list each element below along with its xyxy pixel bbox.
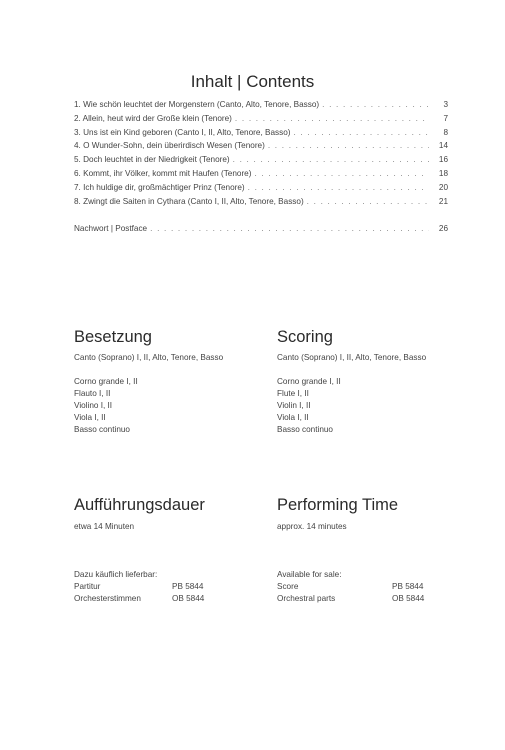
instrument-line: Flauto I, II (74, 389, 111, 398)
instrument-line: Corno grande I, II (74, 377, 138, 386)
sale-item-label: Orchesterstimmen (74, 594, 141, 603)
toc-leader-dots (248, 183, 429, 192)
sale-item (74, 581, 204, 593)
scoring-list (277, 352, 426, 436)
duration-text (277, 521, 347, 533)
toc-entry-page: 7 (443, 113, 448, 123)
toc-entry[interactable] (74, 100, 448, 114)
sale-item-code: OB 5844 (392, 594, 425, 603)
toc-entry[interactable] (74, 197, 448, 211)
duration-line: approx. 14 minutes (277, 522, 347, 531)
sale-item (74, 593, 204, 605)
toc-entry-page: 20 (438, 182, 448, 192)
instrument-line: Viola I, II (74, 413, 106, 422)
sale-intro (277, 569, 424, 581)
toc-entry[interactable] (74, 169, 448, 183)
toc-entry-page: 3 (443, 100, 448, 109)
scoring-heading: Scoring (277, 328, 333, 346)
toc-entry-page: 8 (443, 127, 448, 137)
toc-leader-dots (235, 114, 429, 123)
toc-entry-page: 14 (438, 141, 448, 151)
toc-entry[interactable] (74, 128, 448, 142)
toc-entry-page: 26 (438, 224, 448, 234)
toc-leader-dots (307, 197, 429, 206)
toc-entry[interactable] (74, 141, 448, 155)
toc-leader-dots (268, 141, 429, 150)
toc-entry[interactable] (74, 114, 448, 128)
voices-line: Canto (Soprano) I, II, Alto, Tenore, Basso (277, 353, 427, 362)
instrument-line: Viola I, II (277, 413, 309, 422)
toc-entry-title: 7. Ich huldige dir, großmächtiger Prinz (Tenore) (74, 182, 245, 192)
sale-intro-text: Available for sale: (277, 570, 342, 579)
sale-intro-text: Dazu käuflich lieferbar: (74, 570, 158, 579)
sale-item (277, 593, 424, 605)
toc-entry-title: 3. Uns ist ein Kind geboren (Canto I, II, Alto, Tenore, Basso) (74, 127, 291, 137)
toc-entry-title: 6. Kommt, ihr Völker, kommt mit Haufen (Tenore) (74, 168, 252, 178)
instrument-line: Violino I, II (74, 401, 113, 410)
duration-line: etwa 14 Minuten (74, 522, 135, 531)
table-of-contents (74, 100, 448, 238)
sale-item-code: PB 5844 (392, 582, 424, 591)
sale-item (277, 581, 424, 593)
toc-leader-dots (233, 155, 429, 164)
toc-entry-title: 4. O Wunder-Sohn, dein überirdisch Wesen (Tenore) (74, 141, 265, 151)
toc-entry-title: 8. Zwingt die Saiten in Cythara (Canto I, II, Alto, Tenore, Basso) (74, 196, 304, 206)
toc-entry-title: 1. Wie schön leuchtet der Morgenstern (Canto, Alto, Tenore, Basso) (74, 100, 320, 109)
toc-leader-dots (254, 169, 429, 178)
sale-item-label: Partitur (74, 582, 101, 591)
sale-item-code: OB 5844 (172, 594, 205, 603)
toc-entry[interactable] (74, 155, 448, 169)
instrument-line: Corno grande I, II (277, 377, 341, 386)
performing-time-heading: Performing Time (277, 496, 399, 514)
page-title: Inhalt | Contents (190, 72, 315, 91)
toc-leader-dots (322, 100, 429, 109)
sale-intro (74, 569, 204, 581)
instrument-line: Basso continuo (74, 425, 130, 434)
toc-leader-dots (150, 224, 429, 233)
auffuehrungsdauer-heading: Aufführungsdauer (74, 496, 205, 514)
toc-entry-title: Nachwort | Postface (74, 224, 148, 234)
toc-leader-dots (293, 128, 429, 137)
sale-block-en (277, 569, 424, 605)
instrument-line: Flute I, II (277, 389, 309, 398)
toc-entry-page: 16 (438, 155, 448, 165)
toc-entry[interactable] (74, 183, 448, 197)
toc-entry-title: 2. Allein, heut wird der Große klein (Tenore) (74, 113, 232, 123)
besetzung-list (74, 352, 223, 436)
instrument-line: Basso continuo (277, 425, 333, 434)
instrument-line: Violin I, II (277, 401, 311, 410)
toc-entry-title: 5. Doch leuchtet in der Niedrigkeit (Tenore) (74, 155, 230, 165)
duration-text (74, 521, 134, 533)
sale-block-de (74, 569, 204, 605)
besetzung-heading: Besetzung (74, 328, 152, 346)
sale-item-label: Orchestral parts (277, 594, 336, 603)
sale-item-code: PB 5844 (172, 582, 204, 591)
toc-entry-page: 18 (438, 168, 448, 178)
sale-item-label: Score (277, 582, 299, 591)
toc-entry-page: 21 (438, 196, 448, 206)
toc-entry-postface[interactable] (74, 224, 448, 238)
voices-line: Canto (Soprano) I, II, Alto, Tenore, Basso (74, 353, 224, 362)
